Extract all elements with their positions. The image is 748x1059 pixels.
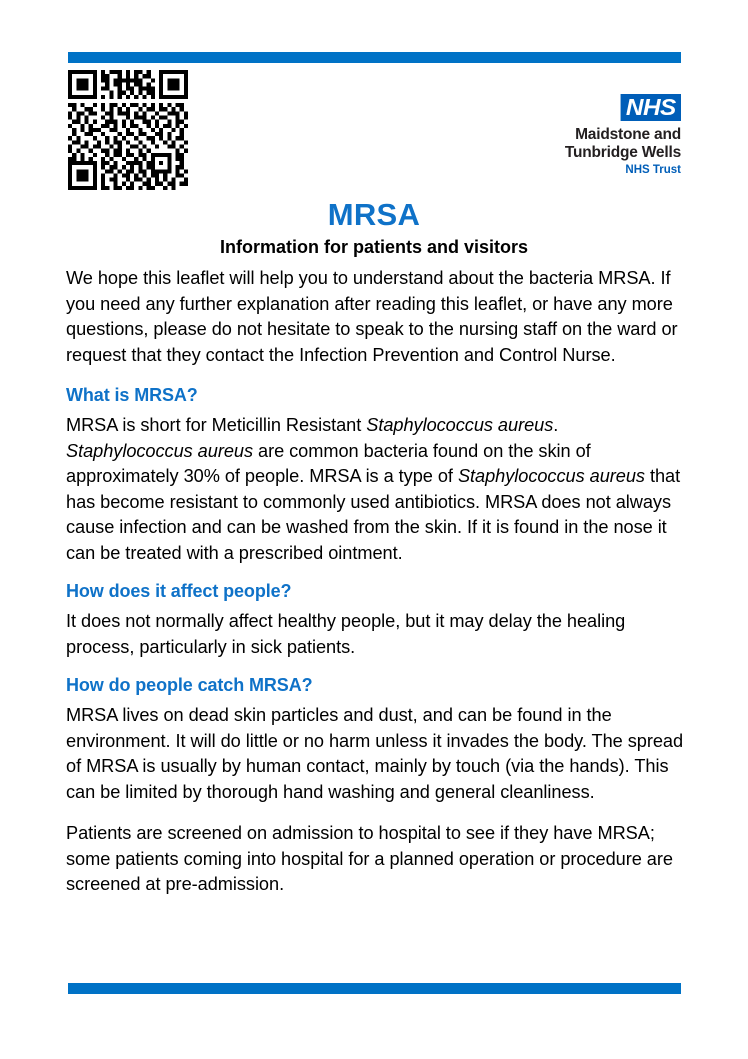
section-body-how-does-it-affect-people: It does not normally affect healthy people, but it may delay the healing process, particularly in sick patients. bbox=[66, 611, 626, 657]
section-what-is-mrsa bbox=[66, 384, 684, 566]
text-run: . bbox=[553, 415, 559, 435]
scientific-name: Staphylococcus aureus bbox=[66, 440, 253, 461]
section-body-what-is-mrsa bbox=[66, 413, 684, 566]
section-how-do-people-catch-mrsa bbox=[66, 674, 684, 898]
section-heading-how-do-people-catch-mrsa: How do people catch MRSA? bbox=[66, 675, 313, 695]
text-run: MRSA is short for Meticillin Resistant bbox=[66, 415, 367, 435]
section-body-catch-paragraph-1: MRSA lives on dead skin particles and dust, and can be found in the environment. It will do little or no harm unless it invades the body. The spread of MRSA is usually by human contact, mainly by touch (via the hands). This can be limited by thorough hand washing and general cleanliness. bbox=[66, 705, 684, 802]
page-subtitle: Information for patients and visitors bbox=[219, 237, 529, 257]
qr-code bbox=[68, 70, 188, 190]
trust-tagline: NHS Trust bbox=[625, 164, 681, 176]
top-rule bbox=[68, 52, 681, 63]
nhs-wordmark: NHS bbox=[621, 94, 681, 121]
nhs-trust-logo bbox=[563, 94, 681, 177]
page-title: MRSA bbox=[327, 197, 421, 232]
trust-name-line-1: Maidstone and bbox=[575, 126, 681, 143]
section-body-catch-paragraph-2: Patients are screened on admission to hospital to see if they have MRSA; some patients coming into hospital for a planned operation or procedure are screened at pre-admission. bbox=[66, 823, 673, 894]
trust-name bbox=[563, 126, 681, 161]
section-heading-what-is-mrsa: What is MRSA? bbox=[66, 385, 198, 405]
bottom-rule bbox=[68, 983, 681, 994]
text-run: that has become resistant to commonly used antibiotics. MRSA does not always cause infection and can be washed from the skin. If it is found in the nose it can be treated with a prescribed ointment. bbox=[66, 466, 681, 563]
section-how-does-it-affect-people bbox=[66, 580, 684, 660]
text-run: are common bacteria found on the skin of approximately 30% of people. MRSA is a type of bbox=[66, 440, 591, 486]
section-heading-how-does-it-affect-people: How does it affect people? bbox=[66, 581, 292, 601]
leaflet-content bbox=[66, 266, 684, 912]
intro-paragraph: We hope this leaflet will help you to understand about the bacteria MRSA. If you need any further explanation after reading this leaflet, or have any more questions, please do not hesitate to speak to the nursing staff on the ward or request that they contact the Infection Prevention and Control Nurse. bbox=[66, 268, 678, 365]
trust-name-line-2: Tunbridge Wells bbox=[564, 143, 681, 161]
scientific-name: Staphylococcus aureus bbox=[457, 466, 645, 486]
scientific-name: Staphylococcus aureus bbox=[366, 415, 554, 435]
header bbox=[0, 66, 748, 186]
